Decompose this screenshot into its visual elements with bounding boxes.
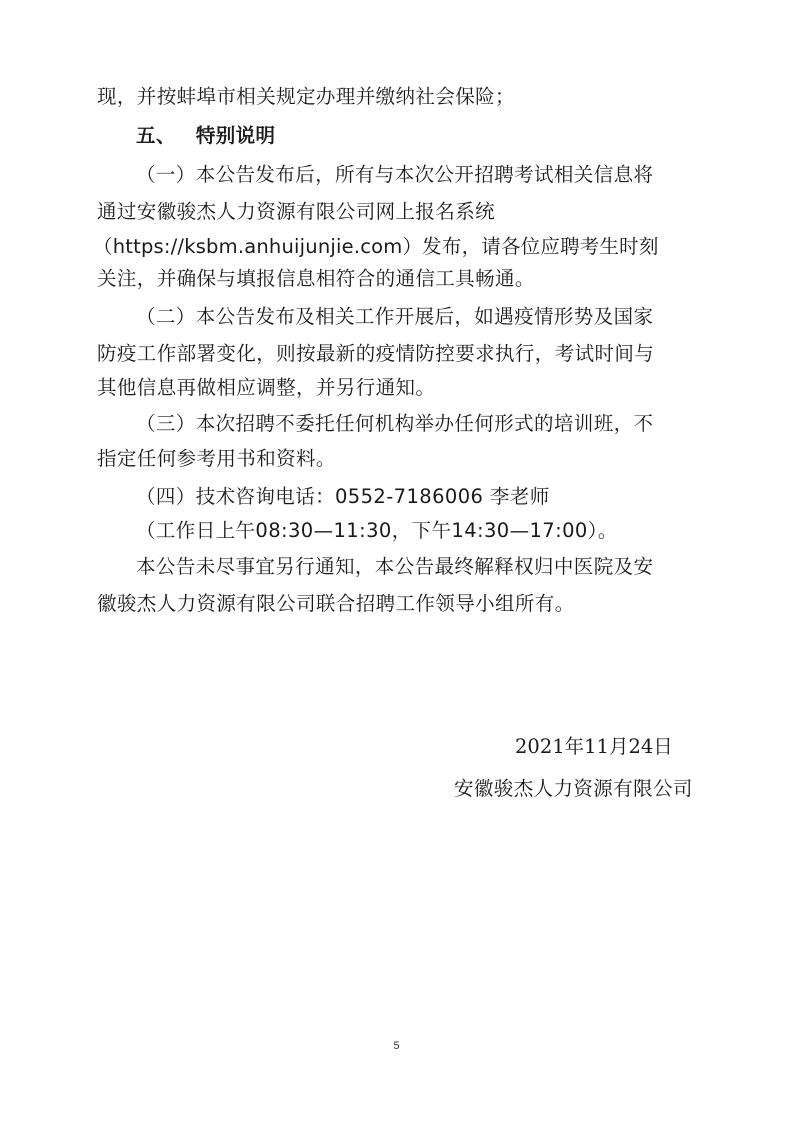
section-title: 特别说明 xyxy=(195,124,276,147)
contact-phone-line: （四）技术咨询电话：0552-7186006 李老师 xyxy=(136,485,550,508)
page-number: 5 xyxy=(393,1040,400,1052)
office-hours-line: （工作日上午08:30—11:30，下午14:30—17:00）。 xyxy=(136,519,618,542)
paragraph-line: 徽骏杰人力资源有限公司联合招聘工作领导小组所有。 xyxy=(97,592,575,615)
paragraph-line: 关注，并确保与填报信息相符合的通信工具畅通。 xyxy=(97,267,535,290)
paragraph-line: （三）本次招聘不委托任何机构举办任何形式的培训班，不 xyxy=(136,412,654,435)
section-number: 五、 xyxy=(136,124,176,147)
paragraph-line: 防疫工作部署变化，则按最新的疫情防控要求执行，考试时间与 xyxy=(97,342,655,365)
signature-date: 2021年11月24日 xyxy=(515,735,673,758)
paragraph-line: 本公告未尽事宜另行通知，本公告最终解释权归中医院及安 xyxy=(136,555,654,578)
paragraph-line: （二）本公告发布及相关工作开展后，如遇疫情形势及国家 xyxy=(136,305,654,328)
section-heading xyxy=(136,122,275,150)
signature-organization: 安徽骏杰人力资源有限公司 xyxy=(454,777,693,800)
paragraph-line: 指定任何参考用书和资料。 xyxy=(97,447,336,470)
paragraph-line: 其他信息再做相应调整，并另行通知。 xyxy=(97,376,436,399)
paragraph-line: 现，并按蚌埠市相关规定办理并缴纳社会保险； xyxy=(97,85,515,108)
paragraph-line: （一）本公告发布后，所有与本次公开招聘考试相关信息将 xyxy=(136,163,654,186)
paragraph-line: 通过安徽骏杰人力资源有限公司网上报名系统 xyxy=(97,200,496,223)
paragraph-line-url: （https://ksbm.anhuijunjie.com）发布，请各位应聘考生时刻 xyxy=(93,235,659,258)
